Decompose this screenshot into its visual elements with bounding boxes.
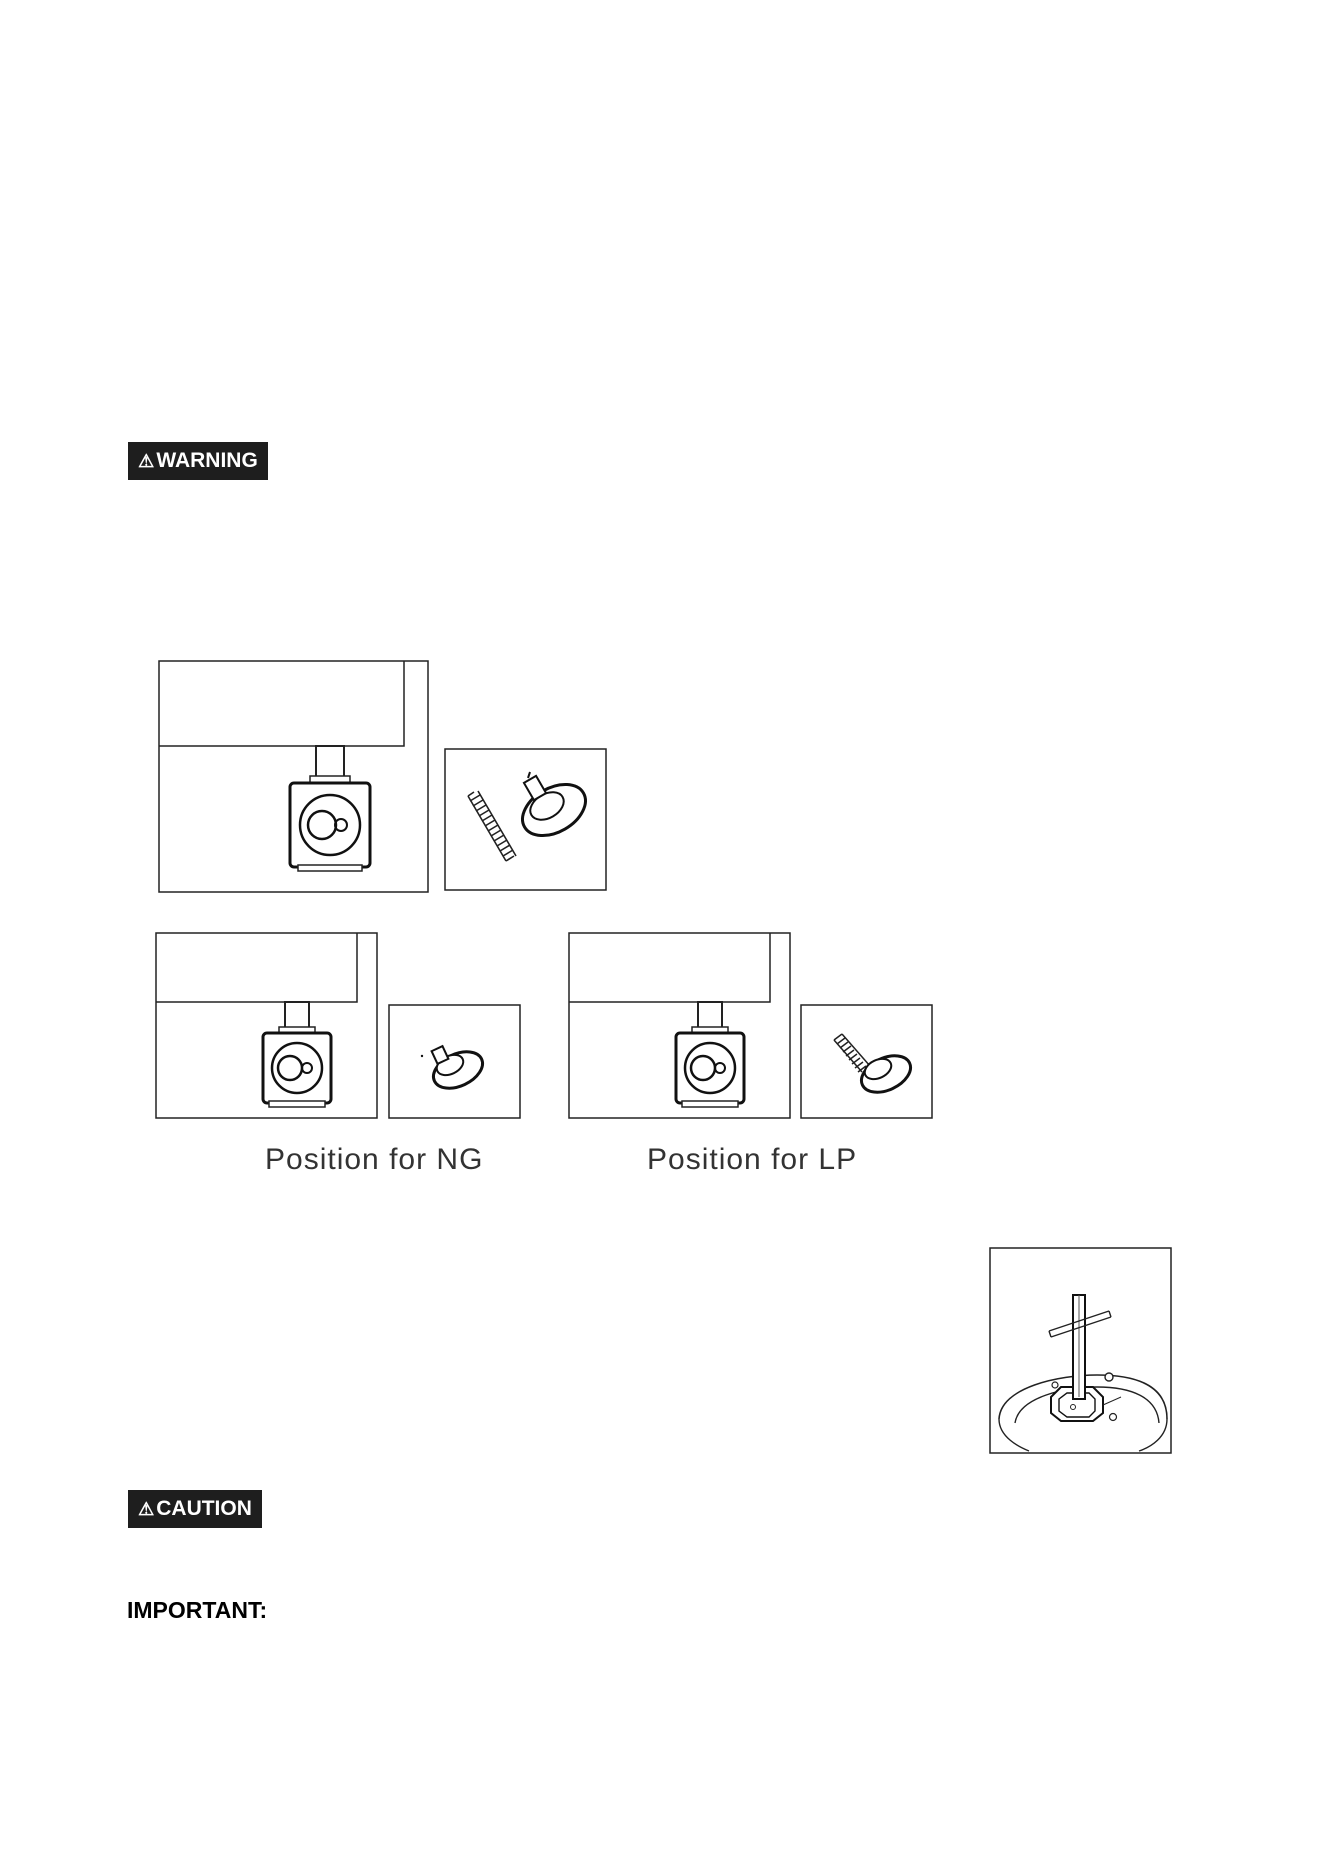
warning-label: WARNING: [156, 449, 258, 472]
valve-diagram-ng: [155, 932, 379, 1120]
warning-badge: [128, 442, 268, 480]
knob-and-spring-detail: [444, 748, 608, 892]
knob-with-spring-lp: [800, 1004, 934, 1120]
important-heading: IMPORTANT:: [127, 1597, 268, 1623]
caution-badge: [128, 1490, 262, 1528]
warning-triangle-icon: ⚠: [138, 450, 155, 471]
burner-shaft-diagram: [989, 1247, 1173, 1455]
caption-ng: Position for NG: [265, 1143, 484, 1176]
knob-detail-ng: [388, 1004, 522, 1120]
valve-diagram-main: [158, 660, 430, 894]
valve-diagram-lp: [568, 932, 792, 1120]
warning-triangle-icon: ⚠: [138, 1498, 155, 1519]
caption-lp: Position for LP: [647, 1143, 858, 1176]
caution-label: CAUTION: [156, 1497, 252, 1520]
